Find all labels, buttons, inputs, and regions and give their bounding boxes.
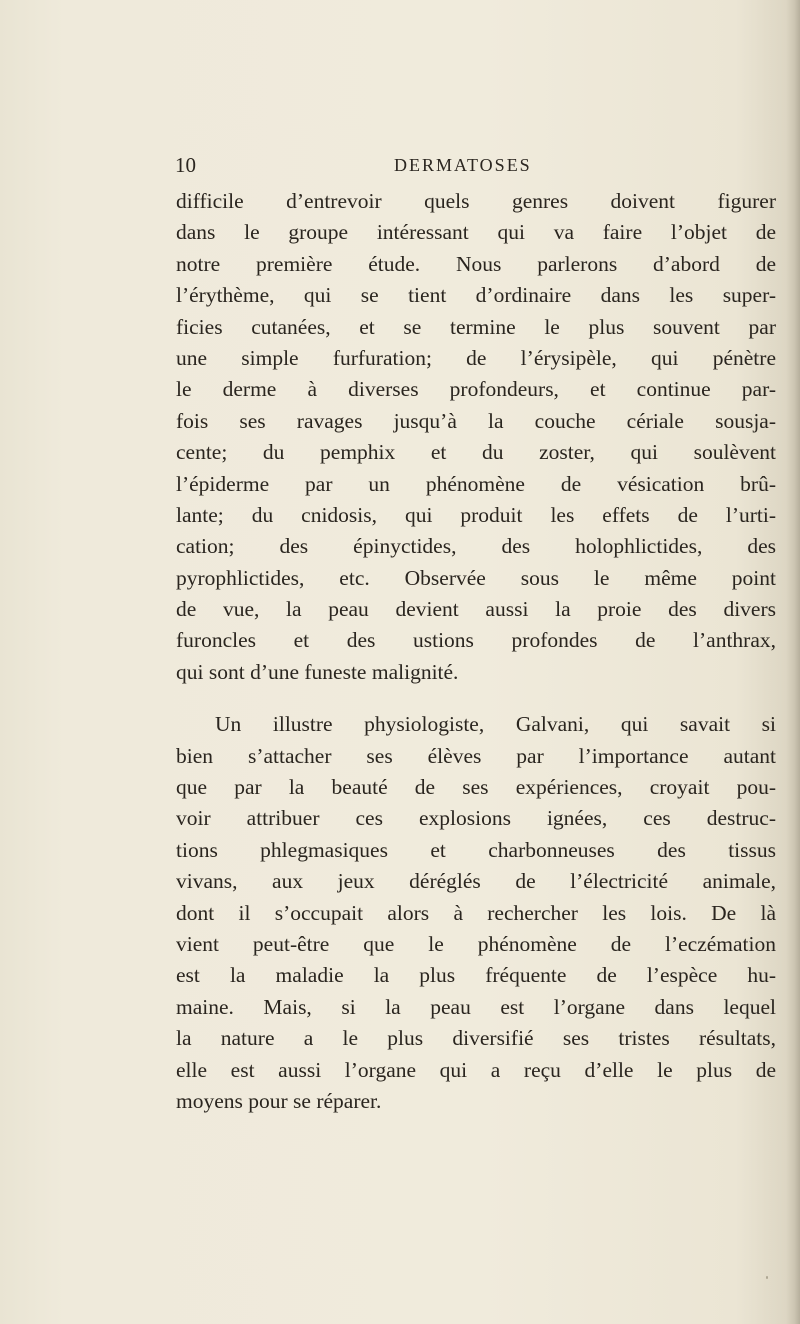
running-head: DERMATOSES [394,155,532,175]
text-line: cation; des épinyctides, des holophlictides, des [176,534,776,559]
page-edge-shadow [786,0,800,1324]
page-header [175,150,775,180]
text-line: moyens pour se réparer. [176,1088,382,1113]
text-line: difficile d’entrevoir quels genres doivent figurer [176,189,776,213]
text-line: furoncles et des ustions profondes de l’anthrax, [176,628,776,653]
paper-speck [766,1276,768,1279]
text-line: maine. Mais, si la peau est l’organe dans lequel [176,994,776,1019]
text-line: pyrophlictides, etc. Observée sous le même point [176,565,776,590]
text-line: voir attribuer ces explosions ignées, ces destruc- [176,806,776,831]
text-line: ficies cutanées, et se termine le plus souvent par [176,314,776,339]
paragraph-spacer [176,688,776,709]
text-line: dans le groupe intéressant qui va faire l’objet de [176,220,776,245]
text-line: cente; du pemphix et du zoster, qui soulèvent [176,440,776,465]
text-line: vient peut-être que le phénomène de l’eczémation [176,931,776,956]
paragraph-2 [176,709,776,1117]
text-line: l’épiderme par un phénomène de vésication brû- [176,471,776,496]
paragraph-1 [176,186,776,688]
text-line: Un illustre physiologiste, Galvani, qui savait si [215,712,776,737]
text-line: lante; du cnidosis, qui produit les effets de l’urti- [176,502,776,527]
text-line: bien s’attacher ses élèves par l’importance autant [176,743,776,768]
text-line: dont il s’occupait alors à rechercher les lois. De là [176,900,776,925]
text-line: l’érythème, qui se tient d’ordinaire dans les super- [176,283,776,308]
text-line: notre première étude. Nous parlerons d’abord de [176,251,776,276]
page-number: 10 [175,153,196,177]
text-line: que par la beauté de ses expériences, croyait pou- [176,775,776,800]
text-line: est la maladie la plus fréquente de l’espèce hu- [176,963,776,988]
text-line: la nature a le plus diversifié ses tristes résultats, [176,1026,776,1051]
text-line: de vue, la peau devient aussi la proie des divers [176,597,776,622]
text-line: fois ses ravages jusqu’à la couche cériale sousja- [176,408,776,433]
text-line: vivans, aux jeux déréglés de l’électricité animale, [176,869,776,894]
text-line: le derme à diverses profondeurs, et continue par- [176,377,776,402]
body-text [176,186,776,1117]
text-line: une simple furfuration; de l’érysipèle, qui pénètre [176,345,776,370]
text-line: elle est aussi l’organe qui a reçu d’elle le plus de [176,1057,776,1082]
text-line: qui sont d’une funeste malignité. [176,659,459,684]
text-line: tions phlegmasiques et charbonneuses des tissus [176,837,776,862]
